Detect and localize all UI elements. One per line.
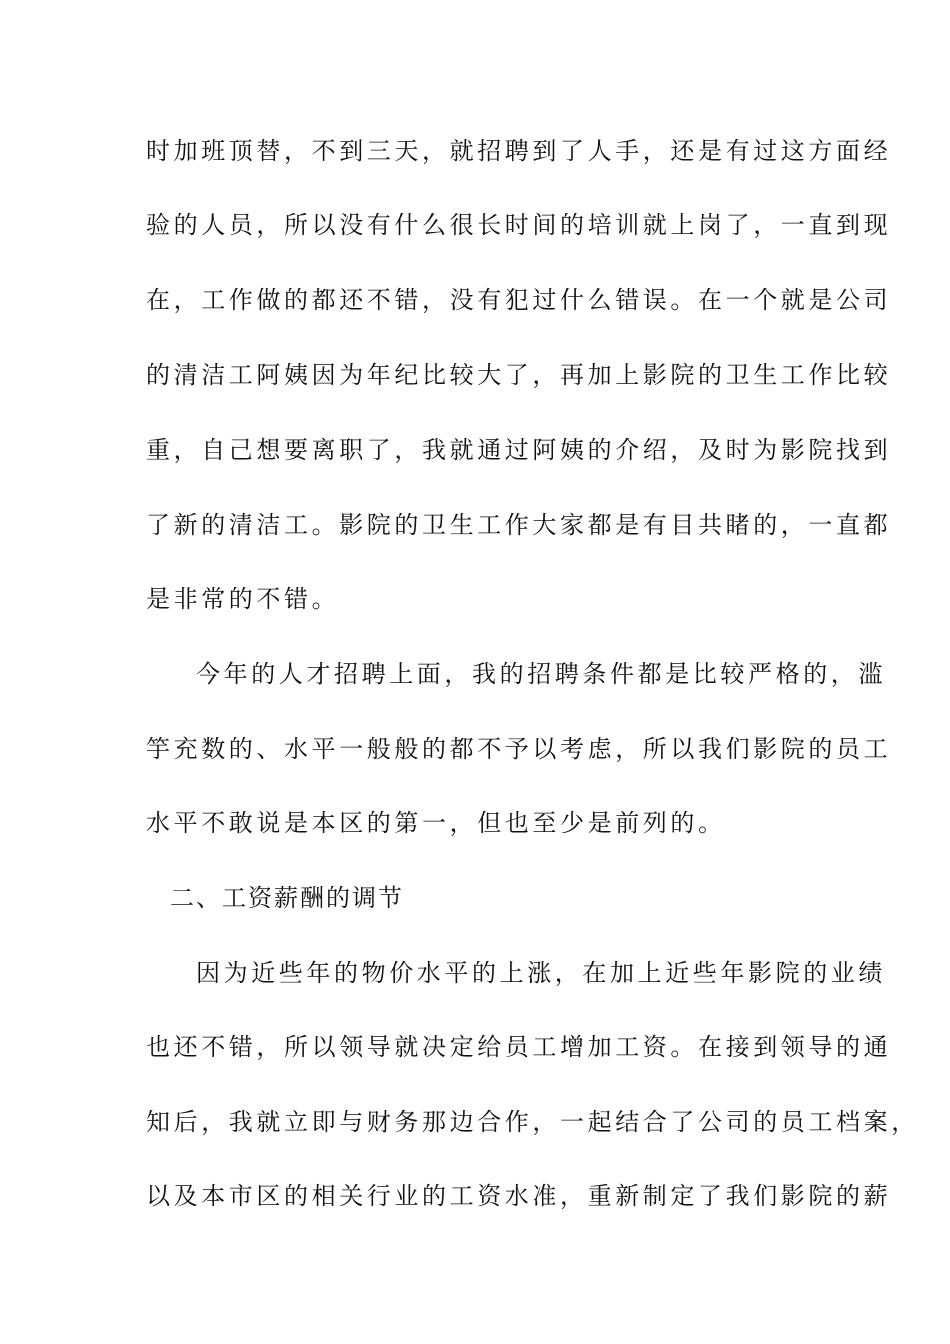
paragraph-line-3: 在，工作做的都还不错，没有犯过什么错误。在一个就是公司 [146,286,892,314]
paragraph-line-9: 竽充数的、水平一般般的都不予以考虑，所以我们影院的员工 [146,735,892,763]
paragraph-line-2: 验的人员，所以没有什么很长时间的培训就上岗了，一直到现 [146,211,892,239]
paragraph-line-7: 是非常的不错。 [146,585,340,613]
paragraph-line-13: 也还不错，所以领导就决定给员工增加工资。在接到领导的通 [146,1033,892,1061]
paragraph-line-12: 因为近些年的物价水平的上涨，在加上近些年影院的业绩 [196,959,886,987]
paragraph-line-6: 了新的清洁工。影院的卫生工作大家都是有目共睹的，一直都 [146,511,892,539]
paragraph-line-15: 以及本市区的相关行业的工资水准，重新制定了我们影院的薪 [146,1182,892,1210]
paragraph-line-5: 重，自己想要离职了，我就通过阿姨的介绍，及时为影院找到 [146,436,892,464]
paragraph-line-14: 知后，我就立即与财务那边合作，一起结合了公司的员工档案， [146,1108,919,1136]
paragraph-line-4: 的清洁工阿姨因为年纪比较大了，再加上影院的卫生工作比较 [146,361,892,389]
section-heading: 二、工资薪酬的调节 [170,884,404,912]
paragraph-line-1: 时加班顶替，不到三天，就招聘到了人手，还是有过这方面经 [146,137,892,165]
paragraph-line-8: 今年的人才招聘上面，我的招聘条件都是比较严格的，滥 [196,660,886,688]
paragraph-line-10: 水平不敢说是本区的第一，但也至少是前列的。 [146,809,726,837]
